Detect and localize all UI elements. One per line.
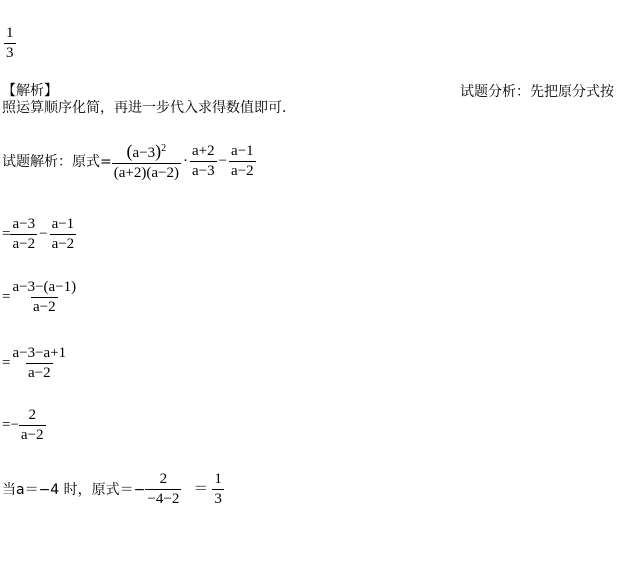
final-numerator: 2 [159,471,168,487]
step0-f3-denominator: a−2 [231,163,254,179]
step3-fraction [10,346,68,381]
step0-fraction-1 [112,142,181,181]
step4-denominator: a−2 [20,427,44,443]
step0-f1-denominator: (a+2)(a−2) [113,165,179,181]
final-equals: ＝ [193,481,209,497]
step2-equals: = [2,289,11,305]
section-label: 【解析】 [2,83,58,99]
step1-f1-numerator: a−3 [12,216,36,232]
analysis-label: 试题分析： [460,84,530,100]
step1-equals: = [2,226,11,242]
final-result-denominator: 3 [214,491,222,507]
step0-fraction-3 [229,144,256,179]
step0-f1-numerator: $(a-3)^2$ [126,141,167,161]
step1-f2-denominator: a−2 [51,236,75,252]
step4-equals-minus: =− [2,417,19,433]
step0-f2-numerator: a+2 [191,143,215,159]
final-denominator: −4−2 [147,491,180,507]
step4-numerator: 2 [28,407,36,423]
step2-denominator: a−2 [33,299,56,315]
step1-fraction-2 [50,217,77,252]
step1-f1-denominator: a−2 [12,236,36,252]
analysis-line-1 [460,85,614,99]
step1-f2-numerator: a−1 [51,216,75,232]
final-fraction [145,472,181,507]
step-0 [2,142,256,181]
step3-equals: = [2,355,11,371]
step3-denominator: a−2 [28,365,51,381]
answer-numerator: 1 [6,25,14,41]
step2-fraction [10,280,78,315]
step-1 [2,217,76,252]
final-step [2,472,224,507]
step4-fraction [19,408,46,443]
step-intro: 试题解析：原式= [2,153,112,170]
step0-dot: · [182,153,188,169]
final-result-numerator: 1 [214,471,222,487]
step-3 [2,346,68,381]
step2-numerator: a−3−(a−1) [12,279,77,295]
step0-minus: − [218,153,228,169]
step0-f2-denominator: a−3 [191,163,215,179]
step1-fraction-1 [10,217,37,252]
step1-minus: − [39,226,48,242]
step0-f3-numerator: a−1 [231,143,254,159]
step-2 [2,280,78,315]
step0-fraction-2 [190,144,217,179]
final-result-fraction [212,472,224,507]
answer-denominator: 3 [6,45,14,61]
analysis-line-2: 照运算顺序化简，再进一步代入求得数值即可． [2,100,296,116]
analysis-text-start: 先把原分式按 [530,84,614,100]
answer [4,26,16,61]
step-4 [2,408,46,443]
final-prefix: 当a＝−4 时，原式＝− [2,481,146,498]
answer-fraction [4,26,16,61]
step3-numerator: a−3−a+1 [12,345,67,361]
